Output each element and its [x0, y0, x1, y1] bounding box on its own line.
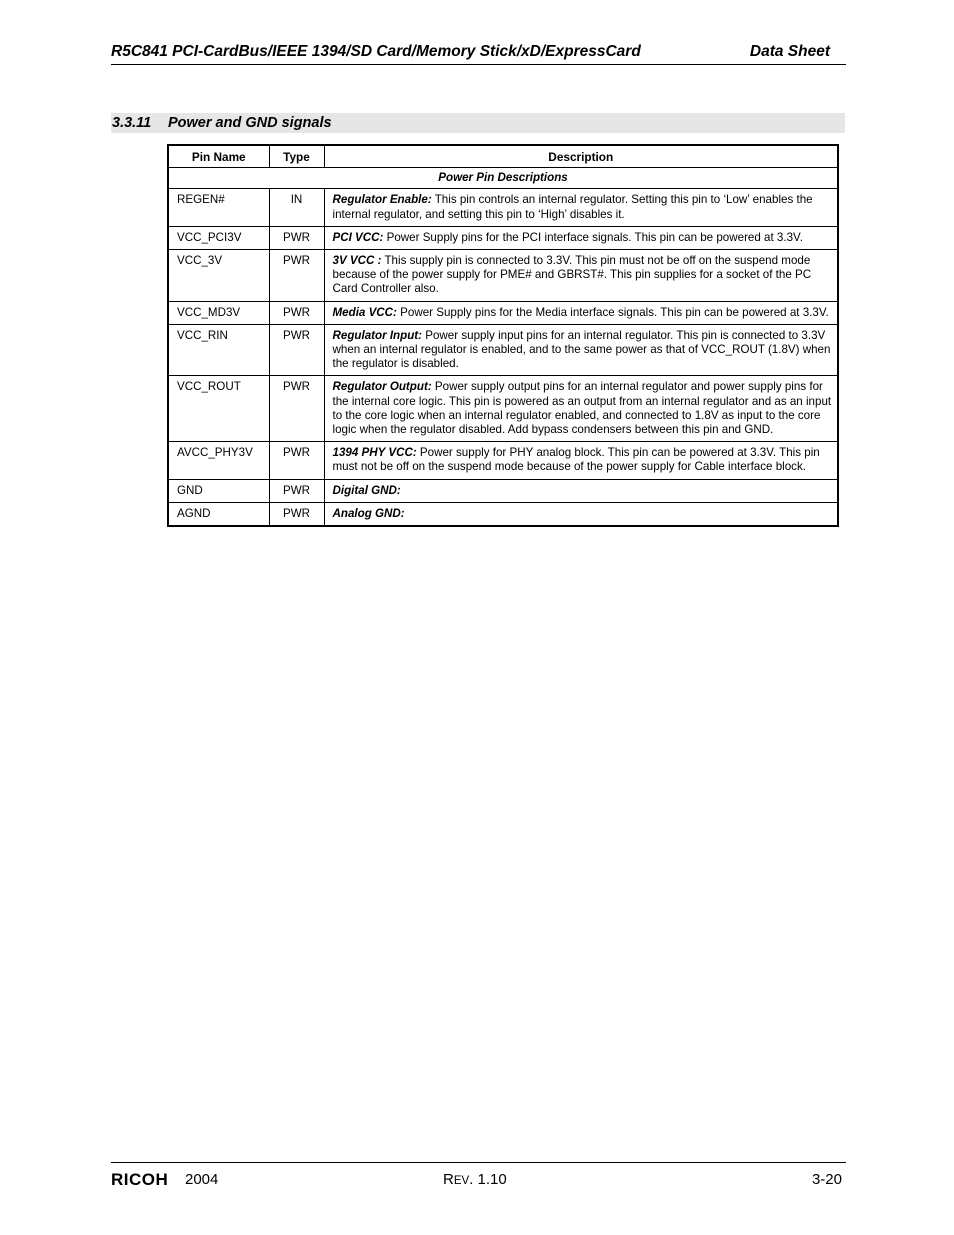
group-row — [168, 168, 838, 189]
pin-type: PWR — [269, 502, 324, 526]
document-type: Data Sheet — [749, 43, 830, 60]
description-text: Power Supply pins for the PCI interface signals. This pin can be powered at 3.3V. — [383, 230, 803, 244]
description-text: Power supply for PHY analog block. This pin can be powered at 3.3V. This pin must not be off on the suspend mode because of the power supply for Cable interface block. — [332, 446, 820, 474]
header-description: Description — [324, 145, 838, 168]
description-text: Power supply input pins for an internal regulator. This pin is connected to 3.3V when an internal regulator is enabled, and to the same power as that of VCC_ROUT (1.8V) when the regulator is disabled. — [332, 328, 831, 371]
page-number: 3-20 — [811, 1171, 842, 1188]
table-row — [168, 442, 838, 479]
table-row — [168, 226, 838, 249]
table-row — [168, 189, 838, 226]
pin-type: PWR — [269, 376, 324, 442]
pin-type: PWR — [269, 301, 324, 324]
pin-name: VCC_3V — [168, 250, 269, 302]
pin-description — [324, 376, 838, 442]
pin-name: GND — [168, 479, 269, 502]
pin-name: VCC_RIN — [168, 324, 269, 376]
description-text: Power supply output pins for an internal regulator and power supply pins for the internal core logic. This pin is powered as an output from an internal regulator and as an input to the core logic when an internal regulator enabled, and connected to 1.8V as input to the core logic when the regulator disabled. Add bypass condensers between this pin and GND. — [332, 380, 832, 437]
pin-description — [324, 479, 838, 502]
pin-name: VCC_PCI3V — [168, 226, 269, 249]
section-title: Power and GND signals — [168, 115, 332, 131]
description-text: This pin controls an internal regulator. Setting this pin to ‘Low’ enables the internal regulator, and setting this pin to ‘High’ disables it. — [332, 193, 813, 221]
description-label: Digital GND: — [332, 483, 401, 497]
description-text: This supply pin is connected to 3.3V. This pin must not be off on the suspend mode because of the power supply for PME# and GBRST#. This pin supplies for a socket of the PC Card Controller also. — [332, 254, 812, 296]
description-text: Power Supply pins for the Media interface signals. This pin can be powered at 3.3V. — [396, 305, 829, 319]
page-footer — [111, 1162, 846, 1193]
table-row — [168, 301, 838, 324]
pin-type: IN — [269, 189, 324, 226]
description-label: Media VCC: — [332, 305, 397, 319]
footer-year: 2004 — [185, 1171, 219, 1188]
section-number: 3.3.11 — [112, 115, 152, 131]
pin-description — [324, 189, 838, 226]
footer-revision — [443, 1171, 507, 1188]
pin-type: PWR — [269, 324, 324, 376]
document-title: R5C841 PCI-CardBus/IEEE 1394/SD Card/Memory Stick/xD/ExpressCard — [111, 43, 641, 60]
header-type: Type — [269, 145, 324, 168]
section-heading — [111, 113, 845, 133]
pin-name: AGND — [168, 502, 269, 526]
table-row — [168, 250, 838, 302]
header-pin-name: Pin Name — [168, 145, 269, 168]
pin-name: REGEN# — [168, 189, 269, 226]
description-label: 3V VCC : — [332, 254, 382, 268]
description-label: Regulator Output: — [332, 380, 432, 394]
pin-type: PWR — [269, 479, 324, 502]
pin-description — [324, 226, 838, 249]
power-pin-table — [167, 144, 839, 527]
table-row — [168, 479, 838, 502]
revision-prefix: R — [443, 1171, 454, 1188]
pin-description — [324, 301, 838, 324]
page-header — [111, 42, 846, 65]
pin-name: AVCC_PHY3V — [168, 442, 269, 479]
description-label: PCI VCC: — [332, 230, 384, 244]
table-row — [168, 502, 838, 526]
revision-smallcaps: EV — [453, 1175, 470, 1187]
pin-description — [324, 250, 838, 302]
description-label: Analog GND: — [332, 506, 405, 520]
logo-text: RICOH — [111, 1170, 169, 1189]
pin-type: PWR — [269, 250, 324, 302]
pin-name: VCC_ROUT — [168, 376, 269, 442]
description-label: Regulator Enable: — [332, 193, 432, 207]
pin-description — [324, 502, 838, 526]
group-title: Power Pin Descriptions — [168, 168, 838, 189]
pin-description — [324, 442, 838, 479]
table-row — [168, 376, 838, 442]
ricoh-logo — [111, 1169, 171, 1189]
table-header-row — [168, 145, 838, 168]
table-row — [168, 324, 838, 376]
pin-type: PWR — [269, 226, 324, 249]
pin-type: PWR — [269, 442, 324, 479]
pin-name: VCC_MD3V — [168, 301, 269, 324]
pin-description — [324, 324, 838, 376]
description-label: Regulator Input: — [332, 328, 423, 342]
description-label: 1394 PHY VCC: — [332, 446, 417, 460]
revision-number: . 1.10 — [469, 1171, 507, 1188]
